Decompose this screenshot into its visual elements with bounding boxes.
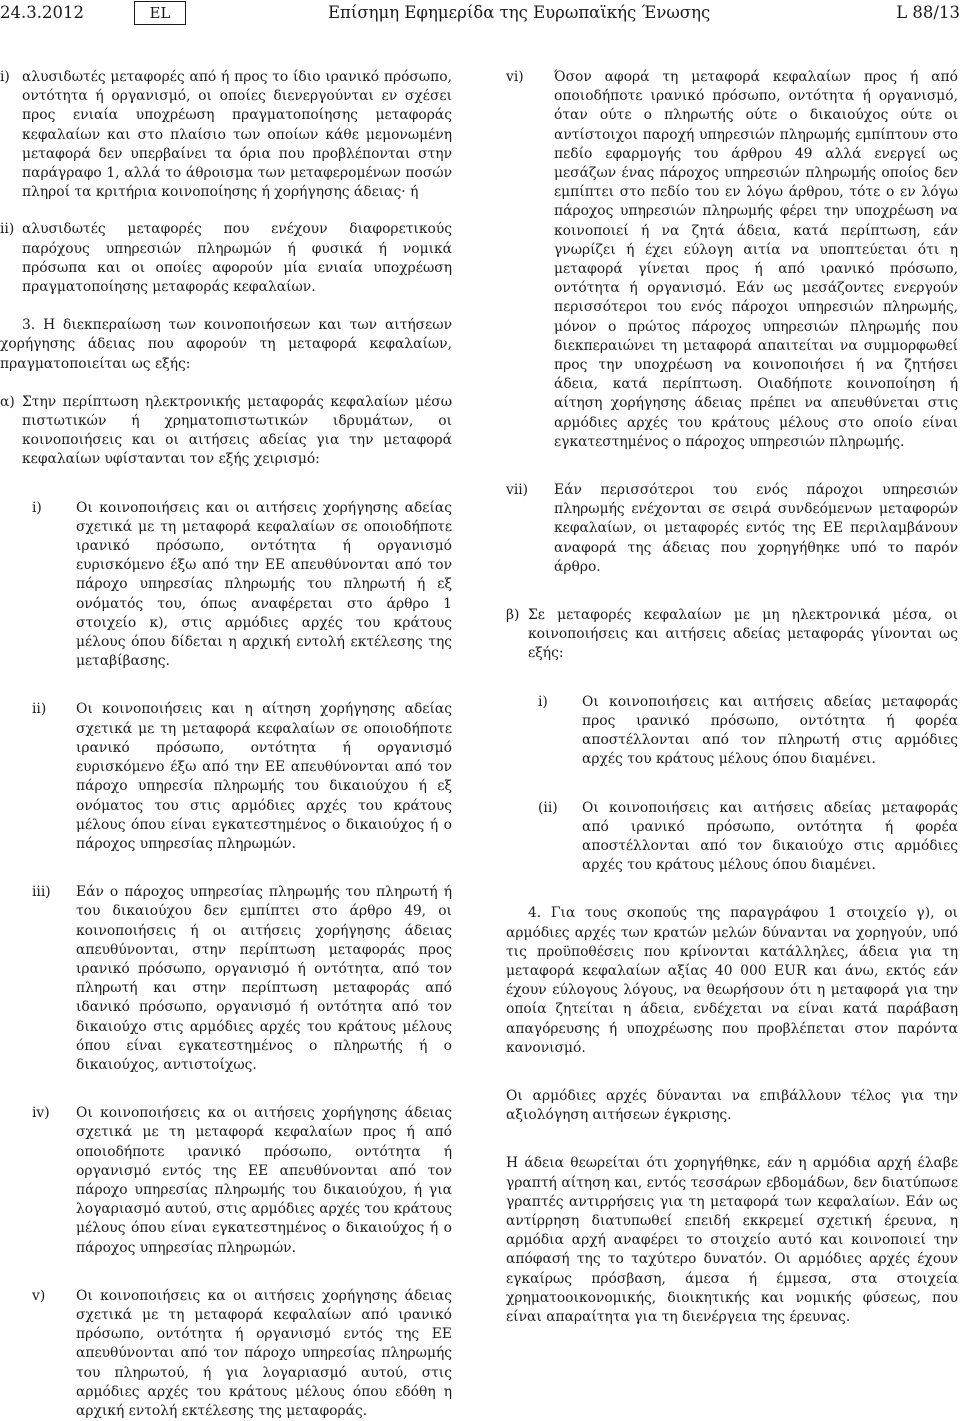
paragraph-fees: Οι αρμόδιες αρχές δύνανται να επιβάλλουν τέλος για την αξιολόγηση αιτήσεων έγκρισης. [506,1087,958,1124]
list-item-label: β) [506,607,520,624]
sub-item [32,1104,452,1258]
sub-item-text: Όσον αφορά τη μεταφορά κεφαλαίων προς ή από οποιοδήποτε ιρανικό πρόσωπο, οντότητα ή οργανισμό, όταν ούτε ο πληρωτής ούτε ο δικαιούχος ούτε οι αντίστοιχοι παροχή υπηρεσιών πληρωμής εμπίπτουν στο πεδίο εφαρμογής του άρθρου 49 αλλά ενεργεί ως μεσάζων ένας πάροχος υπηρεσιών πληρωμής οποίος δεν εμπίπτει στο πεδίο του εν λόγω άρθρου, τότε ο εν λόγω πάροχος υπηρεσιών πληρωμής φέρει την υποχρέωση να κοινοποιεί ή να ζητά άδεια, κατά περίπτωση, εάν γνωρίζει ή έχει εύλογη αιτία να υποπτεύεται ότι η μεταφορά γίνεται προς ή από ιρανικό πρόσωπο, οντότητα ή οργανισμό. Εάν ως μεσάζοντες ενεργούν περισσότεροι του ενός πάροχοι υπηρεσιών πληρωμής, μόνον ο πρώτος πάροχος υπηρεσιών πληρωμής που διεκπεραιώνει τη μεταφορά απαιτείται να συμμορφωθεί προς την υποχρέωση να κοινοποιήσει ή να ζητήσει άδεια, κατά περίπτωση. Οιαδήποτε κοινοποίηση ή αίτηση χορήγησης άδειας πρέπει να απευθύνεται στις αρμόδιες αρχές του κράτους μέλους στο οποίο είναι εγκατεστημένος ο πάροχος υπηρεσιών πληρωμής. [554,69,958,450]
journal-title: Επίσημη Εφημερίδα της Ευρωπαϊκής Ένωσης [328,3,711,22]
paragraph-deemed-authorisation: Η άδεια θεωρείται ότι χορηγήθηκε, εάν η αρμόδια αρχή έλαβε γραπτή αίτηση και, εντός τεσσάρων εβδομάδων, δεν διατύπωσε γραπτές αντιρρήσεις για τη μεταφορά των κεφαλαίων. Εάν ως αντίρρηση διατυπωθεί επειδή εκκρεμεί σχετική έρευνα, η αρμόδια αρχή αναφέρει το στοιχείο αυτό και κοινοποιεί την απόφασή της το ταχύτερο δυνατόν. Οι αρμόδιες αρχές έχουν εγκαίρως πρόσβαση, άμεσα ή έμμεσα, στα στοιχεία χρηματοοικονομικής, διοικητικής και νομικής φύσεως, που είναι απαραίτητα για τη διενέργεια της έρευνας. [506,1155,958,1325]
sub-item [506,68,958,452]
sub-item-label: i) [538,693,548,710]
sub-item-label: ii) [32,701,47,718]
sub-item-text: Οι κοινοποιήσεις και οι αιτήσεις χορήγησης αδείας σχετικά με τη μεταφορά κεφαλαίων σε οποιοδήποτε ιρανικό πρόσωπο, οντότητα ή οργανισμό ευρισκόμενο έξω από την ΕΕ απευθύνονται από τον πάροχο υπηρεσίας πληρωμής του πληρωτή ή εξ ονόματός του, όπως αναφέρεται στο άρθρο 1 στοιχείο κ), στις αρμόδιες αρχές του κράτους μέλους όπου δίδεται η αρχική εντολή εκτέλεσης της μεταβίβασης. [76,499,452,670]
language-badge: EL [134,1,186,25]
sub-item-text: Οι κοινοποιήσεις και η αίτηση χορήγησης αδείας σχετικά με τη μεταφορά κεφαλαίων σε οποιοδήποτε ιρανικό πρόσωπο, οντότητα ή οργανισμό ευρισκόμενο έξω από την ΕΕ απευθύνονται από τον πάροχο υπηρεσία πληρωμής του δικαιούχου ή εξ ονόματος του στις αρμόδιες αρχές του κράτους μέλους όπου είναι εγκατεστημένος ο δικαιούχος ή ο πάροχος υπηρεσίας πληρωμών. [76,701,452,852]
list-item [506,606,958,664]
list-item-text: Στην περίπτωση ηλεκτρονικής μεταφοράς κεφαλαίων μέσω πιστωτικών ή χρηματοπιστωτικών ιδρυμάτων, οι κοινοποιήσεις και οι αιτήσεις αδείας για την μεταφορά κεφαλαίων υφίστανται τον εξής χειρισμό: [22,393,452,468]
sub-item-text: Οι κοινοποιήσεις και αιτήσεις αδείας μεταφοράς προς ιρανικό πρόσωπο, οντότητα ή φορέα αποστέλλονται από τον πληρωτή στις αρμόδιες αρχές του κράτους μέλους όπου διαμένει. [582,693,958,768]
paragraph-4: 4. Για τους σκοπούς της παραγράφου 1 στοιχείο γ), οι αρμόδιες αρχές των κρατών μελών δύνανται να χορηγούν, υπό τις προϋποθέσεις που κρίνονται κατάλληλες, άδεια για τη μεταφορά κεφαλαίων αξίας 40 000 EUR και άνω, εκτός εάν έχουν εύλογους λόγους, να θεωρήσουν ότι η μεταφορά για την οποία ζητείται η άδεια, ενδέχεται να είναι κατά παράβαση απαγόρευσης ή υποχρέωσης που προβλέπεται στον παρόντα κανονισμό. [506,905,958,1056]
sub-item [538,799,958,876]
sub-item-text: Εάν περισσότεροι του ενός πάροχοι υπηρεσιών πληρωμής ενέχονται σε σειρά συνδεόμενων μεταφορών κεφαλαίων, οι μεταφορές εντός της ΕΕ περιλαμβάνουν αναφορά της άδειας που χορηγήθηκε υπό το παρόν άρθρο. [554,482,958,575]
sub-item [32,1287,452,1421]
sub-item-label: (ii) [538,799,558,816]
paragraph-3: 3. Η διεκπεραίωση των κοινοποιήσεων και των αιτήσεων χορήγησης άδειας που αφορούν τη μεταφορά κεφαλαίων, πραγματοποιείται ως εξής: [0,317,452,372]
list-item-label: i) [0,69,10,85]
sub-item-label: i) [32,499,42,516]
list-item [0,393,452,470]
sub-item [538,693,958,770]
page-reference: L 88/13 [896,3,960,22]
sub-item-label: vi) [506,69,524,85]
list-item [0,68,452,202]
left-column [0,68,452,1421]
list-item-label: α) [0,393,15,410]
sub-item-label: v) [32,1287,46,1304]
sub-item [32,883,452,1075]
publication-date: 24.3.2012 [0,3,84,22]
sub-item [506,481,958,577]
sub-item-text: Οι κοινοποιήσεις κα οι αιτήσεις χορήγησης άδειας σχετικά με τη μεταφορά κεφαλαίων προς ή από οποιοδήποτε ιρανικό πρόσωπο, οντότητα ή οργανισμό εντός της ΕΕ απευθύνονται από τον πάροχο υπηρεσίας πληρωμής του δικαιούχου, ή για λογαριασμό αυτού, στις αρμόδιες αρχές του κράτους μέλους όπου είναι εγκατεστημένος ο δικαιούχος ή ο πάροχος υπηρεσίας πληρωμών. [76,1105,452,1256]
sub-item [32,499,452,672]
list-item-text: αλυσιδωτές μεταφορές που ενέχουν διαφορετικούς παρόχους υπηρεσιών πληρωμών ή φυσικά ή νομικά πρόσωπα και οι οποίες αφορούν μία ενιαία υποχρέωση πραγματοποίησης μεταφοράς κεφαλαίων. [22,221,452,296]
page-header [0,0,960,36]
sub-item-label: vii) [506,482,529,499]
list-item-label: ii) [0,221,15,238]
sub-item [32,700,452,854]
list-item [0,220,452,297]
sub-item-text: Οι κοινοποιήσεις και αιτήσεις αδείας μεταφοράς από ιρανικό πρόσωπο, οντότητα ή φορέα αποστέλλονται από τον δικαιούχο στις αρμόδιες αρχές του κράτους μέλους όπου διαμένει. [582,799,958,874]
list-item-text: Σε μεταφορές κεφαλαίων με μη ηλεκτρονικά μέσα, οι κοινοποιήσεις και αιτήσεις αδείας μεταφοράς γίνονται ως εξής: [528,607,958,662]
sub-item-label: iii) [32,884,51,901]
sub-item-text: Εάν ο πάροχος υπηρεσίας πληρωμής του πληρωτή ή του δικαιούχου δεν εμπίπτει στο άρθρο 49, οι κοινοποιήσεις ή οι αιτήσεις χορήγησης άδειας απευθύνονται, στην περίπτωση μεταφοράς προς ιρανικό πρόσωπο, οργανισμό ή οντότητα, από τον πληρωτή και στην περίπτωση μεταφοράς από ιδανικό πρόσωπο, οργανισμό ή οντότητα από τον δικαιούχο στις αρμόδιες αρχές του κράτους μέλους όπου είναι εγκατεστημένος ο πληρωτής ή ο δικαιούχος, αντιστοίχως. [76,884,452,1073]
list-item-text: αλυσιδωτές μεταφορές από ή προς το ίδιο ιρανικό πρόσωπο, οντότητα ή οργανισμό, οι οποίες διενεργούνται εν σχέσει προς ενιαία υποχρέωση πραγματοποίησης μεταφοράς κεφαλαίων και στο πλαίσιο των οποίων κάθε μεμονωμένη μεταφορά δεν υπερβαίνει τα όρια που προβλέπονται στην παράγραφο 1, αλλά το άθροισμα των μεταφερομένων ποσών πληροί τα κριτήρια κοινοποίησης ή χορήγησης άδειας· ή [22,69,452,201]
right-column [506,68,958,1327]
sub-item-label: iv) [32,1105,50,1122]
sub-item-text: Οι κοινοποιήσεις κα οι αιτήσεις χορήγησης άδειας σχετικά με τη μεταφορά κεφαλαίων από ιρανικό πρόσωπο, οντότητα ή οργανισμό εντός της ΕΕ απευθύνονται από τον πάροχο υπηρεσίας πληρωμής του πληρωτού, ή για λογαριασμό αυτού, στις αρμόδιες αρχές του κράτους μέλους όπου εδόθη η αρχική εντολή εκτέλεσης της μεταφοράς. [76,1287,452,1419]
